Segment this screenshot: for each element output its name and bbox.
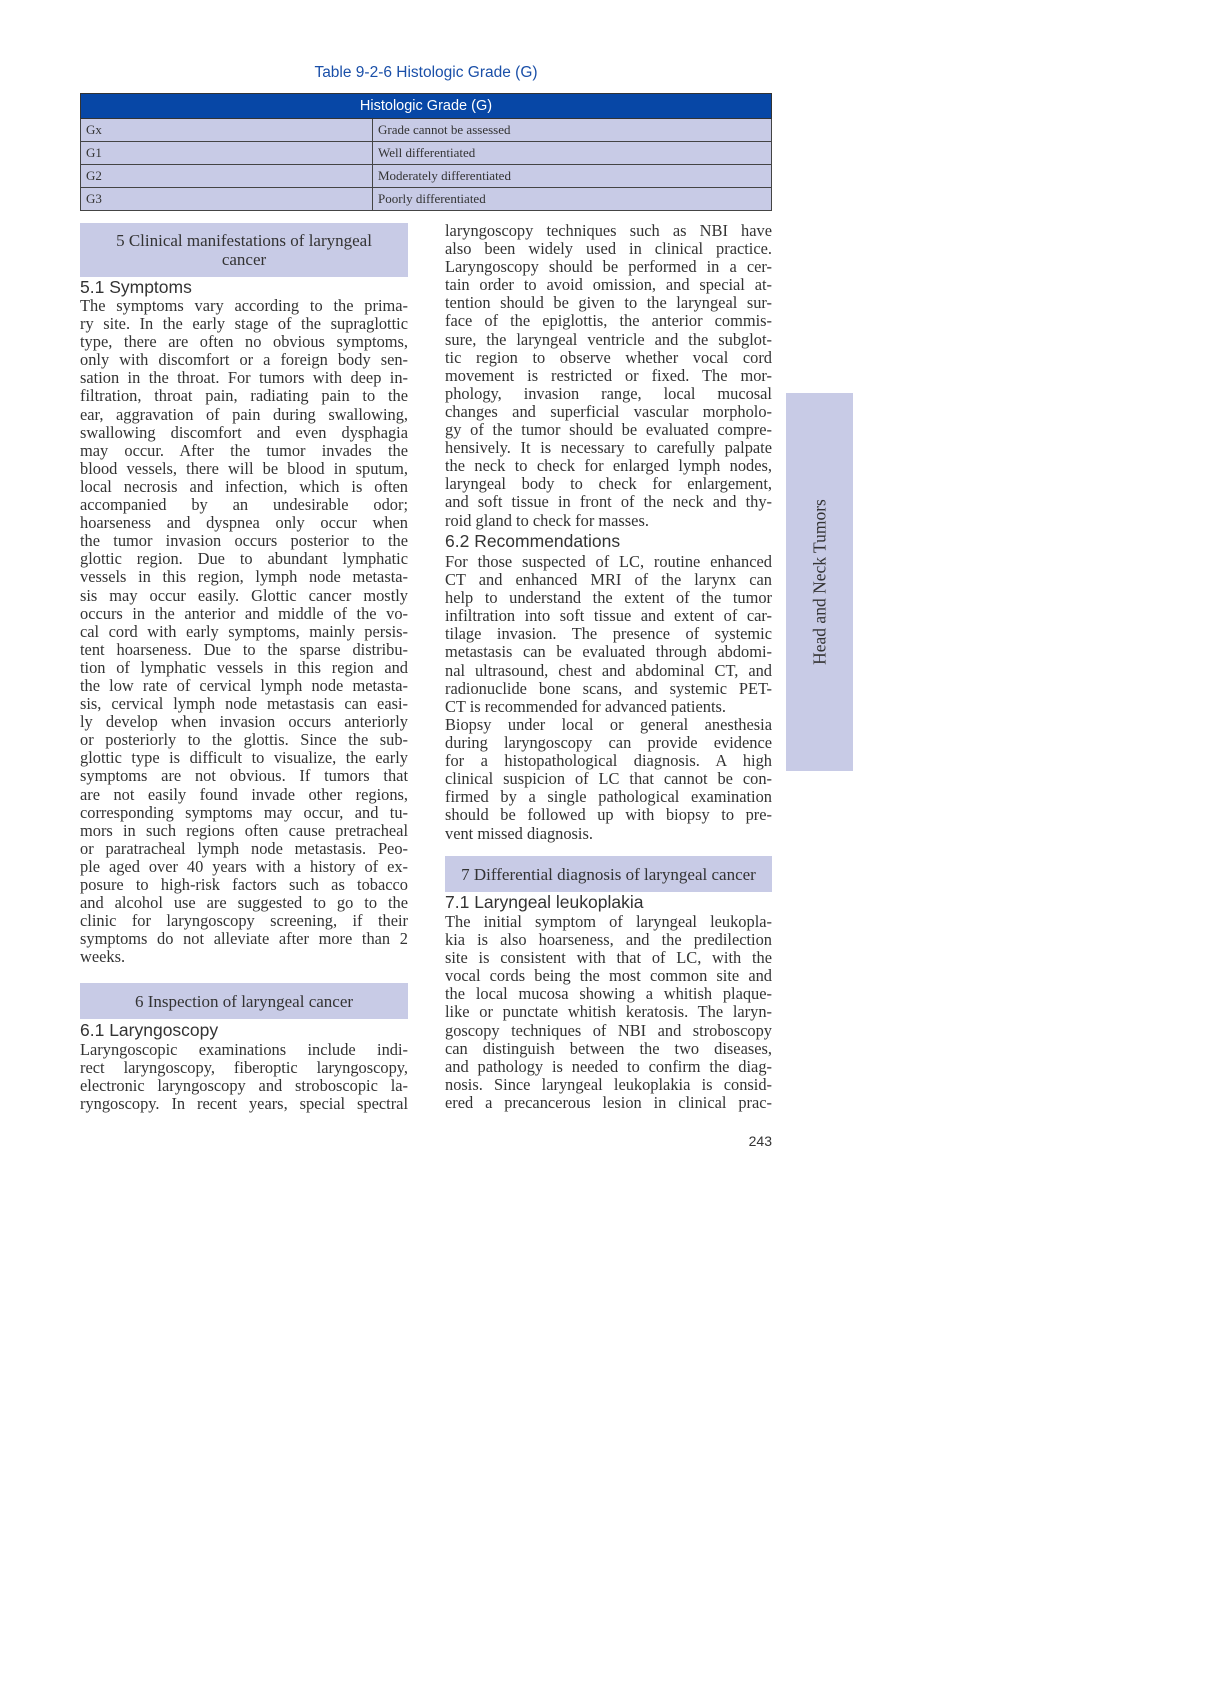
text-line: vent missed diagnosis.	[445, 823, 593, 843]
text-line: may occur. After the tumor invades the	[80, 440, 408, 460]
text-line: weeks.	[80, 947, 126, 967]
chapter-side-tab	[786, 393, 853, 771]
text-line: radionuclide bone scans, and systemic PET-	[445, 678, 772, 698]
page-number: 243	[748, 1133, 772, 1149]
text-line: accompanied by an undesirable odor;	[80, 495, 408, 515]
text-line: gy of the tumor should be evaluated compre-	[445, 420, 772, 440]
laryngoscopy-paragraph-cont	[445, 222, 772, 530]
text-line: glottic type is difficult to visualize, the early	[80, 748, 408, 768]
text-line: sis, cervical lymph node metastasis can easi-	[80, 694, 408, 714]
text-line: the local mucosa showing a whitish plaque-	[445, 984, 772, 1004]
grade-code: G2	[81, 165, 373, 188]
text-line: nosis. Since laryngeal leukoplakia is consid-	[445, 1074, 772, 1094]
text-line: type, there are often no obvious symptoms,	[80, 332, 408, 352]
table-row	[81, 119, 772, 142]
text-line: For those suspected of LC, routine enhanced	[445, 552, 772, 571]
text-line: laryngoscopy techniques such as NBI have	[445, 221, 772, 240]
text-line: cal cord with early symptoms, mainly persis-	[80, 621, 408, 641]
text-line: tic region to observe whether vocal cord	[445, 347, 772, 367]
text-line: ly develop when invasion occurs anteriorly	[80, 712, 408, 732]
text-line: electronic laryngoscopy and stroboscopic la-	[80, 1076, 408, 1096]
text-line: ryngoscopy. In recent years, special spectral	[80, 1094, 408, 1114]
section-5-heading	[80, 223, 408, 277]
text-line: and soft tissue in front of the neck and thy-	[445, 492, 772, 512]
text-line: local necrosis and infection, which is often	[80, 476, 408, 496]
text-line: also been widely used in clinical practice.	[445, 239, 772, 259]
text-line: goscopy techniques of NBI and stroboscopy	[445, 1020, 772, 1040]
text-line: firmed by a single pathological examination	[445, 787, 772, 807]
text-line: hensively. It is necessary to carefully palpate	[445, 438, 772, 458]
text-line: site is consistent with that of LC, with the	[445, 948, 772, 968]
leukoplakia-paragraph	[445, 913, 772, 1112]
text-line: metastasis can be evaluated through abdomi-	[445, 642, 772, 662]
text-line: are not easily found invade other regions,	[80, 784, 408, 804]
text-line: clinical suspicion of LC that cannot be con-	[445, 769, 772, 789]
text-line: vocal cords being the most common site and	[445, 966, 772, 986]
text-line: posure to high-risk factors such as tobacco	[80, 875, 408, 894]
text-line: can distinguish between the two diseases,	[445, 1038, 772, 1058]
text-line: ear, aggravation of pain during swallowing,	[80, 404, 408, 424]
text-line: or paratracheal lymph node metastasis. Peo-	[80, 838, 408, 858]
laryngoscopy-paragraph-start	[80, 1041, 408, 1113]
text-line: CT and enhanced MRI of the larynx can	[445, 570, 772, 590]
grade-description: Moderately differentiated	[373, 165, 772, 188]
table-title: Table 9-2-6 Histologic Grade (G)	[314, 64, 538, 81]
text-line: tion of lymphatic vessels in this region and	[80, 657, 408, 677]
text-line: Laryngoscopic examinations include indi-	[80, 1040, 408, 1059]
grade-code: G1	[81, 142, 373, 165]
section-7-title: 7 Differential diagnosis of laryngeal cancer	[461, 864, 756, 884]
text-line: and alcohol use are suggested to go to the	[80, 893, 408, 913]
text-line: ry site. In the early stage of the supraglottic	[80, 314, 408, 334]
text-line: rect laryngoscopy, fiberoptic laryngoscopy,	[80, 1058, 408, 1078]
symptoms-paragraph	[80, 297, 408, 966]
text-line: The initial symptom of laryngeal leukopla-	[445, 912, 772, 931]
chapter-side-tab-label: Head and Neck Tumors	[809, 499, 829, 665]
grade-description: Grade cannot be assessed	[373, 119, 772, 142]
subsection-5-1-heading: 5.1 Symptoms	[80, 277, 192, 297]
text-line: vessels in this region, lymph node metasta-	[80, 567, 408, 587]
text-line: tilage invasion. The presence of systemic	[445, 624, 772, 644]
text-line: movement is restricted or fixed. The mor-	[445, 365, 772, 385]
text-line: tention should be given to the laryngeal sur-	[445, 293, 772, 313]
text-line: symptoms are not obvious. If tumors that	[80, 766, 408, 786]
text-line: swallowing discomfort and even dysphagia	[80, 422, 408, 442]
grade-code: G3	[81, 188, 373, 211]
text-line: sation in the throat. For tumors with deep in-	[80, 368, 408, 388]
text-line: symptoms do not alleviate after more than 2	[80, 929, 408, 949]
text-line: and pathology is needed to confirm the diag-	[445, 1056, 772, 1076]
text-line: ered a precancerous lesion in clinical prac-	[445, 1092, 772, 1112]
text-line: for a histopathological diagnosis. A high	[445, 751, 772, 771]
text-line: blood vessels, there will be blood in sputum,	[80, 458, 408, 478]
text-line: changes and superficial vascular morpholo-	[445, 401, 772, 421]
text-line: or posteriorly to the glottis. Since the sub-	[80, 730, 408, 750]
section-6-heading	[80, 983, 408, 1019]
text-line: the neck to check for enlarged lymph nodes,	[445, 456, 772, 476]
recommendations-paragraph-2	[445, 716, 772, 843]
text-line: only with discomfort or a foreign body sen-	[80, 350, 408, 370]
grade-description: Well differentiated	[373, 142, 772, 165]
text-line: tent hoarseness. Due to the sparse distribu-	[80, 639, 408, 659]
text-line: the low rate of cervical lymph node metasta-	[80, 675, 408, 695]
text-line: kia is also hoarseness, and the predilection	[445, 930, 772, 950]
table-row	[81, 188, 772, 211]
text-line: during laryngoscopy can provide evidence	[445, 733, 772, 753]
text-line: should be followed up with biopsy to pre-	[445, 805, 772, 825]
text-line: occurs in the anterior and middle of the vo-	[80, 603, 408, 623]
text-line: the tumor invasion occurs posterior to the	[80, 531, 408, 551]
text-line: Laryngoscopy should be performed in a cer-	[445, 257, 772, 277]
text-line: CT is recommended for advanced patients.	[445, 696, 726, 716]
text-line: The symptoms vary according to the prima-	[80, 296, 408, 315]
text-line: clinic for laryngoscopy screening, if their	[80, 911, 408, 931]
text-line: sure, the laryngeal ventricle and the subglot-	[445, 329, 772, 349]
text-line: sis may occur easily. Glottic cancer mostly	[80, 585, 408, 605]
text-line: tain order to avoid omission, and special at-	[445, 275, 772, 295]
text-line: phology, invasion range, local mucosal	[445, 383, 772, 403]
text-line: laryngeal body to check for enlargement,	[445, 474, 772, 494]
section-6-title: 6 Inspection of laryngeal cancer	[134, 991, 354, 1011]
text-line: mors in such regions often cause pretracheal	[80, 820, 408, 840]
text-line: face of the epiglottis, the anterior commis-	[445, 311, 772, 331]
recommendations-paragraph-1	[445, 553, 772, 716]
grade-code: Gx	[81, 119, 373, 142]
section-7-heading	[445, 856, 772, 892]
subsection-6-1-heading: 6.1 Laryngoscopy	[80, 1020, 219, 1040]
text-line: roid gland to check for masses.	[445, 510, 649, 530]
text-line: ple aged over 40 years with a history of ex-	[80, 856, 408, 876]
text-line: like or punctate whitish keratosis. The laryn-	[445, 1002, 772, 1022]
text-line: filtration, throat pain, radiating pain to the	[80, 386, 408, 406]
table-row	[81, 142, 772, 165]
subsection-6-2-heading: 6.2 Recommendations	[445, 531, 621, 551]
text-line: help to understand the extent of the tumor	[445, 588, 772, 608]
table-header: Histologic Grade (G)	[81, 94, 772, 119]
histologic-grade-table	[80, 93, 772, 211]
subsection-7-1-heading: 7.1 Laryngeal leukoplakia	[445, 892, 644, 912]
text-line: Biopsy under local or general anesthesia	[445, 715, 772, 734]
text-line: hoarseness and dyspnea only occur when	[80, 513, 408, 533]
text-line: nal ultrasound, chest and abdominal CT, and	[445, 660, 772, 680]
text-line: glottic region. Due to abundant lymphatic	[80, 549, 408, 569]
text-line: infiltration into soft tissue and extent of car-	[445, 606, 772, 626]
text-line: corresponding symptoms may occur, and tu-	[80, 802, 408, 822]
grade-description: Poorly differentiated	[373, 188, 772, 211]
table-row	[81, 165, 772, 188]
section-5-title: 5 Clinical manifestations of laryngeal cancer	[116, 231, 372, 269]
